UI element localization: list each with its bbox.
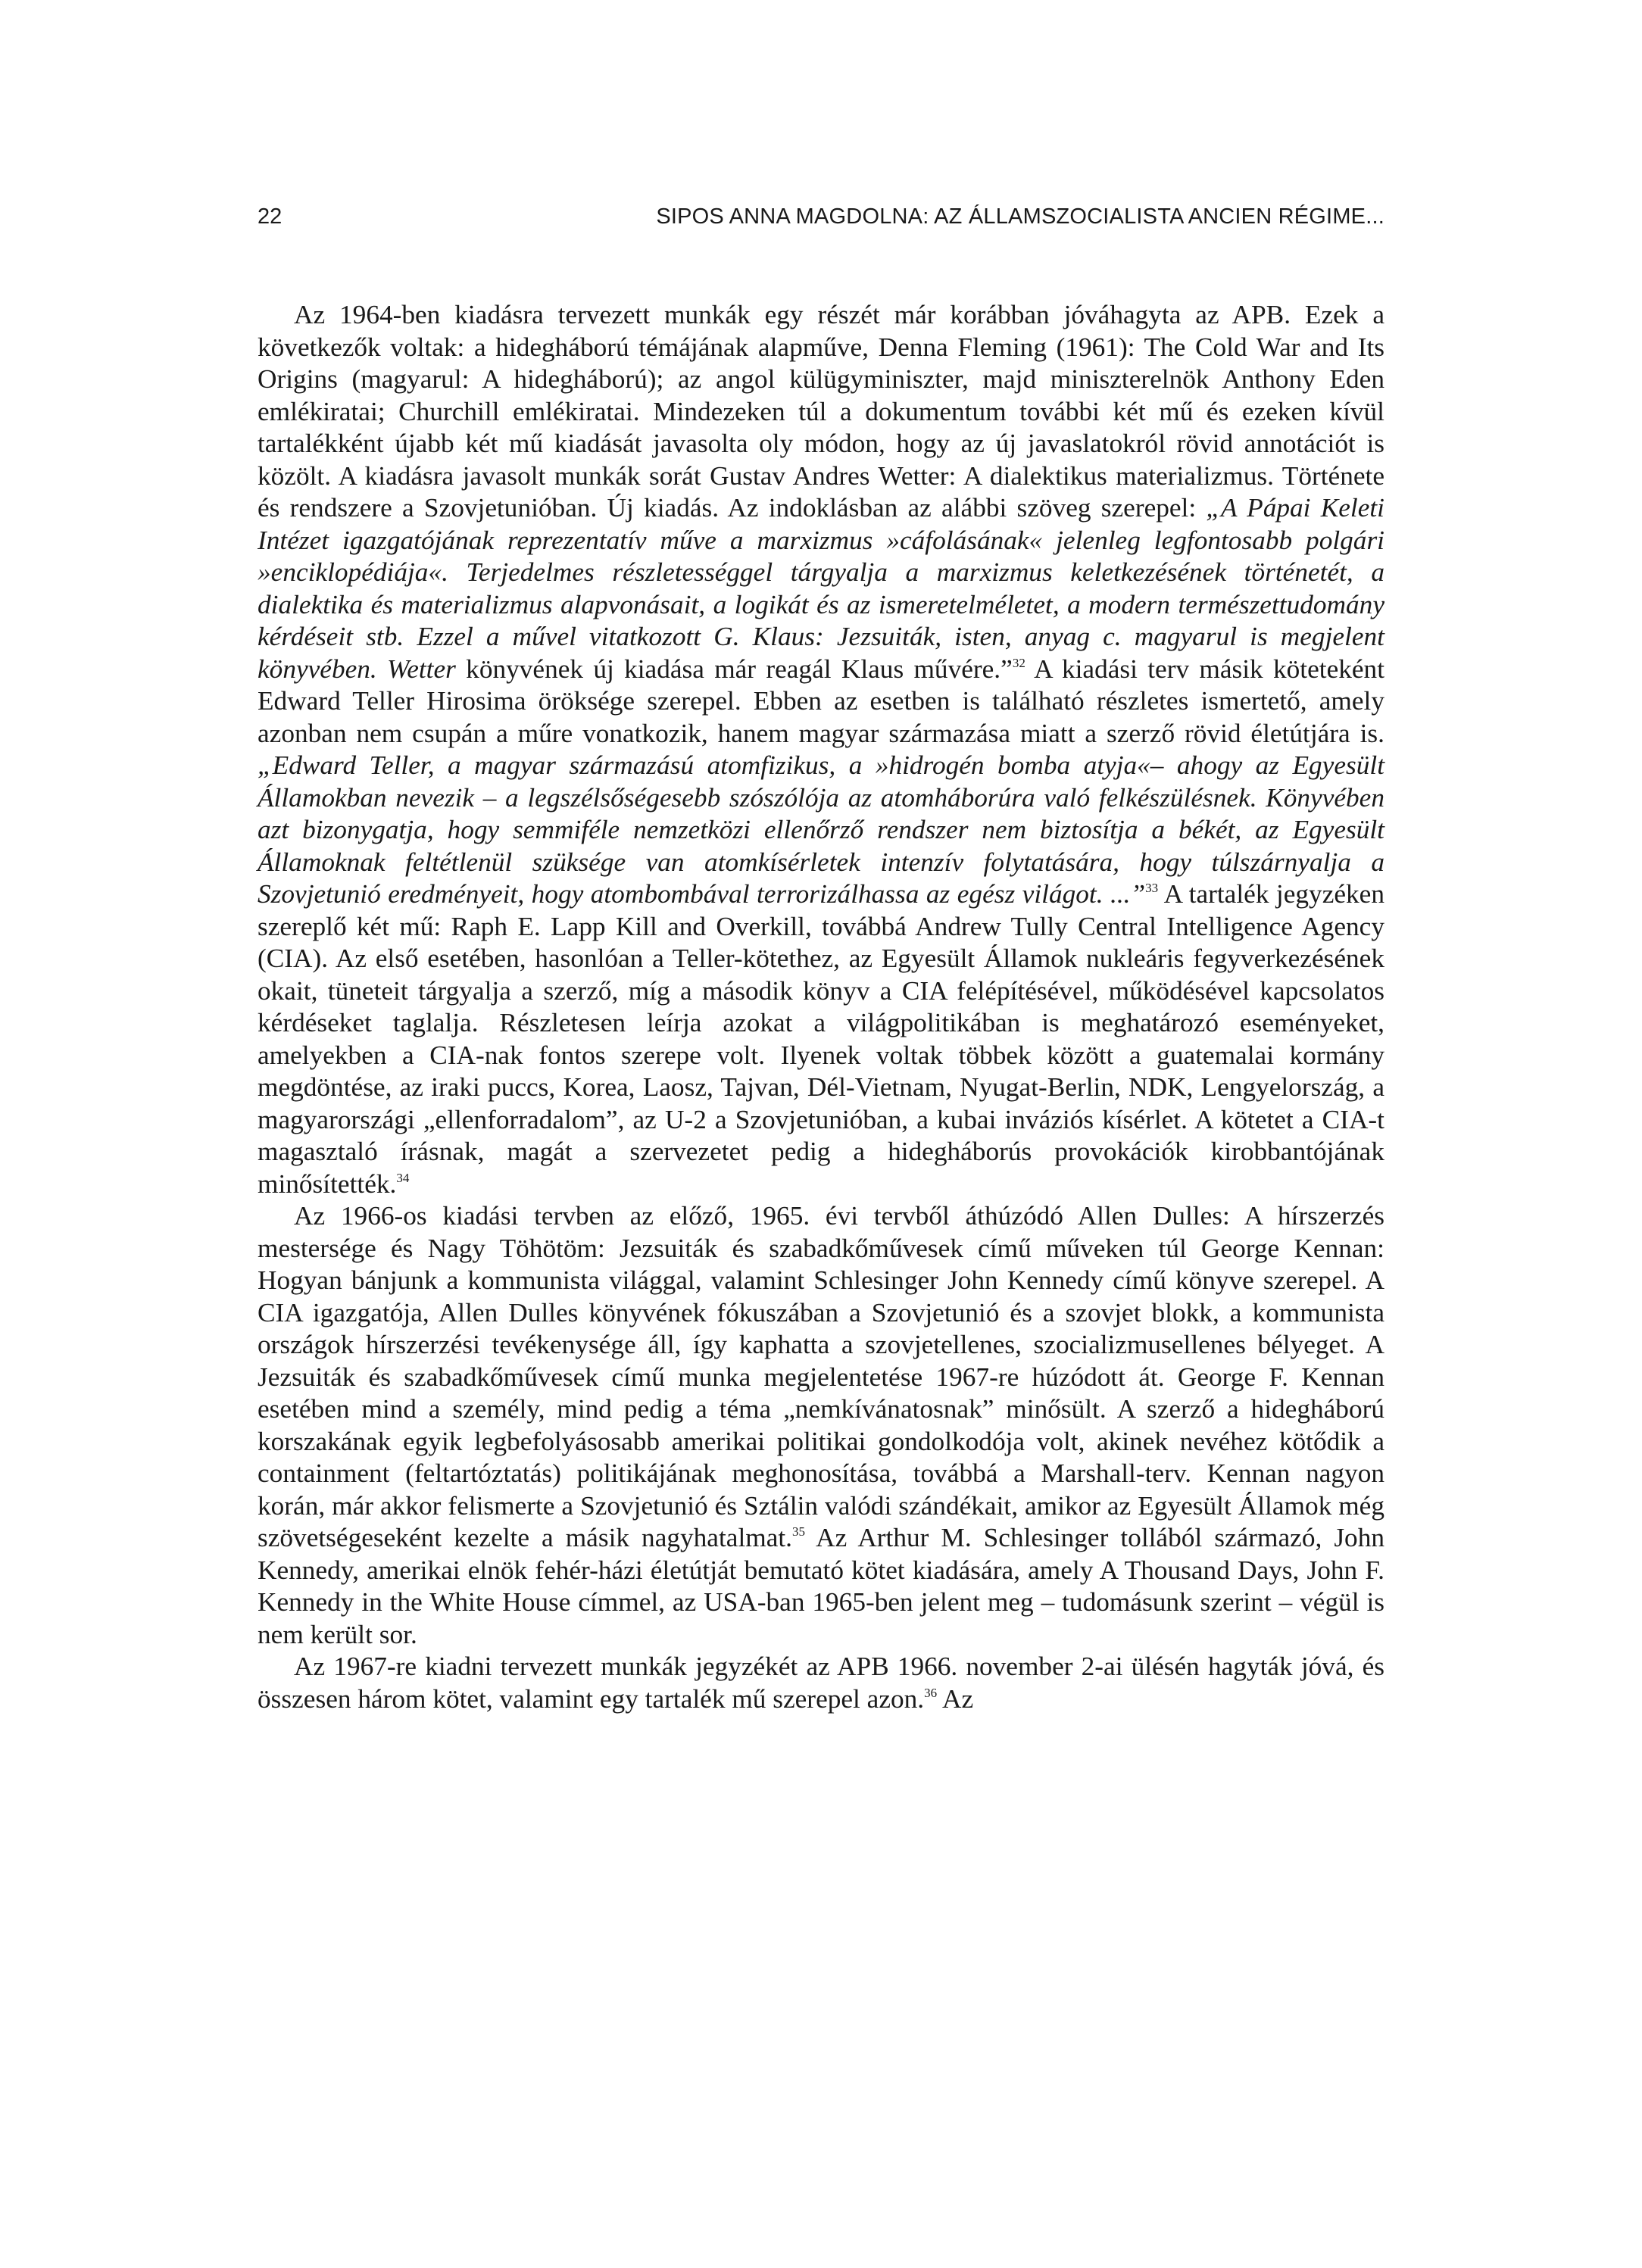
body-text — [258, 299, 1384, 1715]
paragraph — [258, 1651, 1384, 1715]
text-run: könyvének új kiadása már reagál Klaus művére.” — [455, 654, 1013, 684]
footnote-ref: 34 — [396, 1170, 410, 1185]
text-run: Az 1964-ben kiadásra tervezett munkák egy részét már korábban jóváhagyta az APB. Ezek a következők voltak: a hidegháború témájának alapműve, Denna Fleming (1961): The Cold War and Its Origins (magyarul: A hidegháború); az angol külügyminiszter, majd miniszterelnök Anthony Eden emlékiratai; Churchill emlékiratai. Mindezeken túl a dokumentum további két mű és ezeken kívül tartalékként újabb két mű kiadását javasolta oly módon, hogy az új javaslatokról rövid annotációt is közölt. A kiadásra javasolt munkák sorát Gustav Andres Wetter: A dialektikus materializmus. Története és rendszere a Szovjetunióban. Új kiadás. Az indoklásban az alábbi szöveg szerepel: — [258, 300, 1384, 523]
text-run: Az — [937, 1683, 974, 1714]
running-title: SIPOS ANNA MAGDOLNA: AZ ÁLLAMSZOCIALISTA ANCIEN RÉGIME... — [656, 204, 1384, 229]
footnote-ref: 33 — [1145, 881, 1159, 896]
text-run: A kiadási terv másik köteteként Edward Teller Hirosima öröksége szerepel. Ebben az esetben is található részletes ismertető, amely azonban nem csupán a műre vonatkozik, hanem magyar származása miatt a szerző rövid életútjára is. — [258, 654, 1385, 748]
italic-quote: „Edward Teller, a magyar származású atomfizikus, a »hidrogén bomba atyja«– ahogy az Egyesült Államokban nevezik – a legszélsőségesebb szószólója az atomháborúra való felkészülésnek. Könyvében azt bizonygatja, hogy semmiféle nemzetközi ellenőrző rendszer nem biztosítja a békét, az Egyesült Államoknak feltétlenül szüksége van atomkísérletek intenzív folytatására, hogy túlszárnyalja a Szovjetunió eredményeit, hogy atombombával terrorizálhassa az egész világot. ...” — [258, 750, 1384, 909]
paragraph — [258, 299, 1384, 1200]
text-run: A tartalék jegyzéken szereplő két mű: Raph E. Lapp Kill and Overkill, továbbá Andrew Tully Central Intelligence Agency (CIA). Az első esetében, hasonlóan a Teller-kötethez, az Egyesült Államok nukleáris fegyverkezésének okait, tüneteit tárgyalja a szerző, míg a második könyv a CIA felépítésével, működésével kapcsolatos kérdéseket taglalja. Részletesen leírja azokat a világpolitikában is meghatározó eseményeket, amelyekben a CIA-nak fontos szerepe volt. Ilyenek voltak többek között a guatemalai kormány megdöntése, az iraki puccs, Korea, Laosz, Tajvan, Dél-Vietnam, Nyugat-Berlin, NDK, Lengyelország, a magyarországi „ellenforradalom”, az U-2 a Szovjetunióban, a kubai inváziós kísérlet. A kötetet a CIA-t magasztaló írásnak, magát a szervezetet pedig a hidegháborús provokációk kirobbantójának minősítették. — [258, 879, 1384, 1199]
page-number: 22 — [258, 204, 283, 229]
text-run: Az Arthur M. Schlesinger tollából származó, John Kennedy, amerikai elnök fehér-házi életútját bemutató kötet kiadására, amely A Thousand Days, John F. Kennedy in the White House címmel, az USA-ban 1965-ben jelent meg – tudomásunk szerint – végül is nem került sor. — [258, 1523, 1385, 1649]
italic-quote: „A Pápai Keleti Intézet igazgatójának reprezentatív műve a marxizmus »cáfolásának« jelenleg legfontosabb polgári »enciklopédiája«. Terjedelmes részletességgel tárgyalja a marxizmus keletkezésének történetét, a dialektika és materializmus alapvonásait, a logikát és az ismeretelméletet, a modern természettudomány kérdéseit stb. Ezzel a művel vitatkozott G. Klaus: Jezsuiták, isten, anyag c. magyarul is megjelent könyvében. Wetter — [258, 493, 1384, 684]
paragraph — [258, 1200, 1384, 1651]
text-run: Az 1967-re kiadni tervezett munkák jegyzékét az APB 1966. november 2-ai ülésén hagyták jóvá, és összesen három kötet, valamint egy tartalék mű szerepel azon. — [258, 1652, 1384, 1714]
text-run: Az 1966-os kiadási tervben az előző, 1965. évi tervből áthúzódó Allen Dulles: A hírszerzés mestersége és Nagy Töhötöm: Jezsuiták és szabadkőművesek című műveken túl George Kennan: Hogyan bánjunk a kommunista világgal, valamint Schlesinger John Kennedy című könyve szerepel. A CIA igazgatója, Allen Dulles könyvének fókuszában a Szovjetunió és a szovjet blokk, a kommunista országok hírszerzési tevékenysége áll, így kaphatta a szovjetellenes, szocializmusellenes bélyeget. A Jezsuiták és szabadkőművesek című munka megjelentetése 1967-re húzódott át. George F. Kennan esetében mind a személy, mind pedig a téma „nemkívánatosnak” minősült. A szerző a hidegháború korszakának egyik legbefolyásosabb amerikai politikai gondolkodója volt, akinek nevéhez kötődik a containment (feltartóztatás) politikájának meghonosítása, továbbá a Marshall-terv. Kennan nagyon korán, már akkor felismerte a Szovjetunió és Sztálin valódi szándékait, amikor az Egyesült Államok még szövetségeseként kezelte a másik nagyhatalmat. — [258, 1201, 1384, 1552]
footnote-ref: 32 — [1012, 655, 1025, 670]
page-header — [258, 204, 1384, 235]
footnote-ref: 35 — [792, 1524, 806, 1540]
footnote-ref: 36 — [924, 1685, 938, 1700]
